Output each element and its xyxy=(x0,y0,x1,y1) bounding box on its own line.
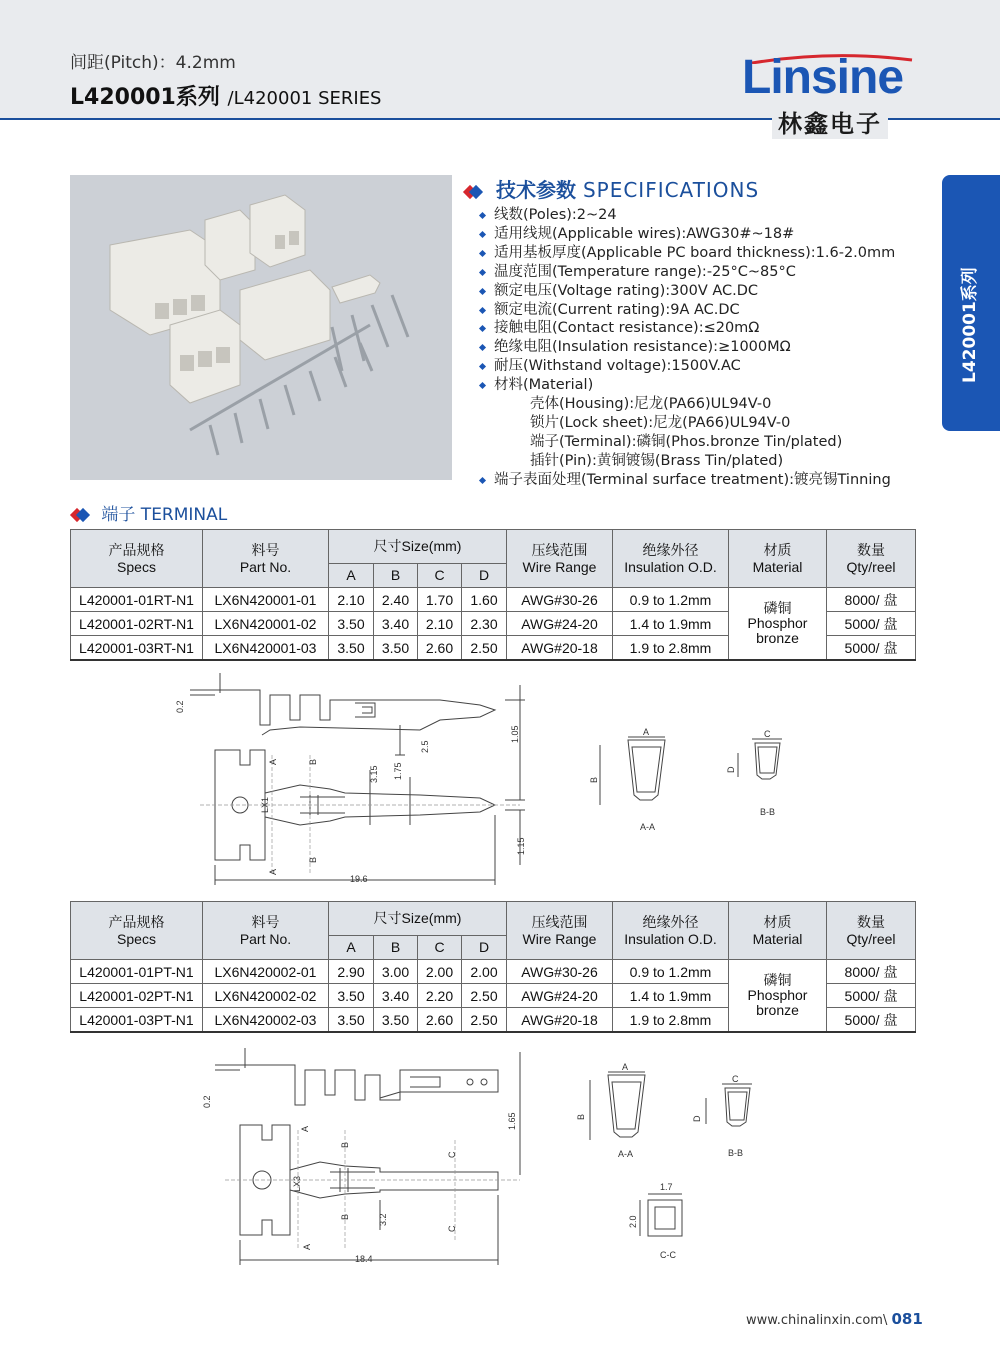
section-label: A-A xyxy=(640,822,656,832)
spec-item: 适用线规(Applicable wires):AWG30#~18# xyxy=(478,225,895,244)
col-d: D xyxy=(462,936,507,960)
product-photo xyxy=(70,175,452,480)
spec-item: 适用基板厚度(Applicable PC board thickness):1.6-2.0mm xyxy=(478,244,895,263)
col-a: A xyxy=(329,564,374,588)
section-mark: C xyxy=(447,1151,457,1158)
dim-label: LX1 xyxy=(260,796,270,813)
col-size: 尺寸Size(mm) xyxy=(329,902,507,936)
section-mark: D xyxy=(726,766,736,773)
specifications-title-cn: 技术参数 xyxy=(495,178,576,202)
spec-item: 线数(Poles):2~24 xyxy=(478,206,895,225)
dim-label: 2.0 xyxy=(628,1215,638,1228)
col-insulation-od: 绝缘外径 Insulation O.D. xyxy=(613,530,729,588)
section-label: B-B xyxy=(728,1148,744,1158)
col-material: 材质 Material xyxy=(729,530,827,588)
dim-label: LX3 xyxy=(292,1175,302,1192)
spec-item: 材料(Material) xyxy=(478,376,895,395)
section-mark: B xyxy=(308,856,318,863)
section-mark: B xyxy=(340,1213,350,1220)
spec-item: 额定电流(Current rating):9A AC.DC xyxy=(478,301,895,320)
col-wire-range: 压线范围 Wire Range xyxy=(507,902,613,960)
dim-label: 3.15 xyxy=(369,765,379,783)
specifications-title-en: SPECIFICATIONS xyxy=(582,178,760,202)
section-mark: D xyxy=(692,1115,702,1122)
dim-label: 1.05 xyxy=(510,725,520,743)
section-mark: C xyxy=(732,1074,739,1084)
section-mark: B xyxy=(340,1141,350,1148)
terminal-table-rt xyxy=(70,529,916,661)
section-mark: A xyxy=(643,727,650,737)
brand-logo: Linsine xyxy=(742,51,904,104)
section-mark: B xyxy=(589,776,599,783)
col-b: B xyxy=(374,936,418,960)
terminal-section-title xyxy=(72,500,227,525)
brand-logo-cn: 林鑫电子 xyxy=(772,104,888,139)
side-tab-label: L420001系列 xyxy=(960,267,980,383)
col-b: B xyxy=(374,564,418,588)
material-cell: 磷铜 Phosphor bronze xyxy=(729,588,827,661)
section-label: C-C xyxy=(660,1250,676,1260)
col-a: A xyxy=(329,936,374,960)
table-row: L420001-03RT-N1 LX6N420001-03 3.50 3.50 2.60 2.50 AWG#20-18 1.9 to 2.8mm 5000/ 盘 xyxy=(71,636,916,661)
pitch-label: 间距(Pitch)：4.2mm xyxy=(70,53,236,73)
spec-item: 接触电阻(Contact resistance):≤20mΩ xyxy=(478,319,895,338)
material-item: 端子(Terminal):磷铜(Phos.bronze Tin/plated) xyxy=(530,433,843,450)
dim-label: 18.4 xyxy=(355,1254,373,1264)
col-specs: 产品规格 Specs xyxy=(71,530,203,588)
section-mark: A xyxy=(300,1125,310,1132)
table-row: L420001-02RT-N1 LX6N420001-02 3.50 3.40 2.10 2.30 AWG#24-20 1.4 to 1.9mm 5000/ 盘 xyxy=(71,612,916,636)
spec-item: 耐压(Withstand voltage):1500V.AC xyxy=(478,357,895,376)
col-qty: 数量 Qty/reel xyxy=(827,530,916,588)
table-row: L420001-01PT-N1 LX6N420002-01 2.90 3.00 2.00 2.00 AWG#30-26 0.9 to 1.2mm 磷铜 Phosphor bronze 8000/ 盘 xyxy=(71,960,916,984)
col-qty: 数量 Qty/reel xyxy=(827,902,916,960)
dim-label: 1.75 xyxy=(393,762,403,780)
col-part-no: 料号 Part No. xyxy=(203,902,329,960)
section-label: A-A xyxy=(618,1149,634,1159)
dim-label: 0.2 xyxy=(175,700,185,713)
material-item: 壳体(Housing):尼龙(PA66)UL94V-0 xyxy=(530,396,772,413)
col-c: C xyxy=(418,564,462,588)
col-specs: 产品规格 Specs xyxy=(71,902,203,960)
col-material: 材质 Material xyxy=(729,902,827,960)
spec-item: 绝缘电阻(Insulation resistance):≥1000MΩ xyxy=(478,338,895,357)
terminal-title-text: 端子 TERMINAL xyxy=(101,505,228,525)
table-row: L420001-03PT-N1 LX6N420002-03 3.50 3.50 2.60 2.50 AWG#20-18 1.9 to 2.8mm 5000/ 盘 xyxy=(71,1008,916,1033)
section-mark: A xyxy=(622,1062,629,1072)
terminal-table-pt xyxy=(70,901,916,1033)
series-side-tab xyxy=(942,175,1000,431)
section-mark: B xyxy=(308,758,318,765)
col-insulation-od: 绝缘外径 Insulation O.D. xyxy=(613,902,729,960)
col-wire-range: 压线范围 Wire Range xyxy=(507,530,613,588)
specifications-title xyxy=(465,174,759,203)
terminal-drawing-pt xyxy=(0,1040,1000,1270)
material-item: 插针(Pin):黄铜镀锡(Brass Tin/plated) xyxy=(530,452,784,469)
spec-item: 温度范围(Temperature range):-25°C~85°C xyxy=(478,263,895,282)
section-mark: C xyxy=(764,729,771,739)
col-part-no: 料号 Part No. xyxy=(203,530,329,588)
dim-label: 0.2 xyxy=(202,1095,212,1108)
dim-label: 1.7 xyxy=(660,1182,673,1192)
page-footer xyxy=(746,1310,923,1328)
dim-label: 3.2 xyxy=(378,1213,388,1226)
dim-label: 1.15 xyxy=(516,837,526,855)
section-label: B-B xyxy=(760,807,776,817)
section-mark: A xyxy=(302,1243,312,1250)
table-row: L420001-02PT-N1 LX6N420002-02 3.50 3.40 2.20 2.50 AWG#24-20 1.4 to 1.9mm 5000/ 盘 xyxy=(71,984,916,1008)
series-title-en: /L420001 SERIES xyxy=(227,88,382,109)
material-item: 锁片(Lock sheet):尼龙(PA66)UL94V-0 xyxy=(530,414,791,431)
series-title xyxy=(70,80,382,111)
table-row: L420001-01RT-N1 LX6N420001-01 2.10 2.40 1.70 1.60 AWG#30-26 0.9 to 1.2mm 磷铜 Phosphor bronze 8000/ 盘 xyxy=(71,588,916,612)
footer-separator: \ xyxy=(882,1313,888,1328)
specifications-list xyxy=(478,206,895,490)
col-d: D xyxy=(462,564,507,588)
dim-label: 19.6 xyxy=(350,874,368,884)
terminal-drawing-rt xyxy=(0,665,1000,895)
section-mark: B xyxy=(576,1113,586,1120)
col-size: 尺寸Size(mm) xyxy=(329,530,507,564)
col-c: C xyxy=(418,936,462,960)
spec-item: 端子表面处理(Terminal surface treatment):镀亮锡Tinning xyxy=(478,471,895,490)
dim-label: 1.65 xyxy=(507,1112,517,1130)
section-mark: A xyxy=(268,868,278,875)
website-link[interactable]: www.chinalinxin.com xyxy=(746,1313,883,1328)
spec-item: 额定电压(Voltage rating):300V AC.DC xyxy=(478,282,895,301)
section-mark: A xyxy=(268,758,278,765)
material-cell: 磷铜 Phosphor bronze xyxy=(729,960,827,1033)
series-title-cn: L420001系列 xyxy=(70,85,220,110)
page-number: 081 xyxy=(891,1310,923,1328)
section-mark: C xyxy=(447,1225,457,1232)
dim-label: 2.5 xyxy=(420,740,430,753)
